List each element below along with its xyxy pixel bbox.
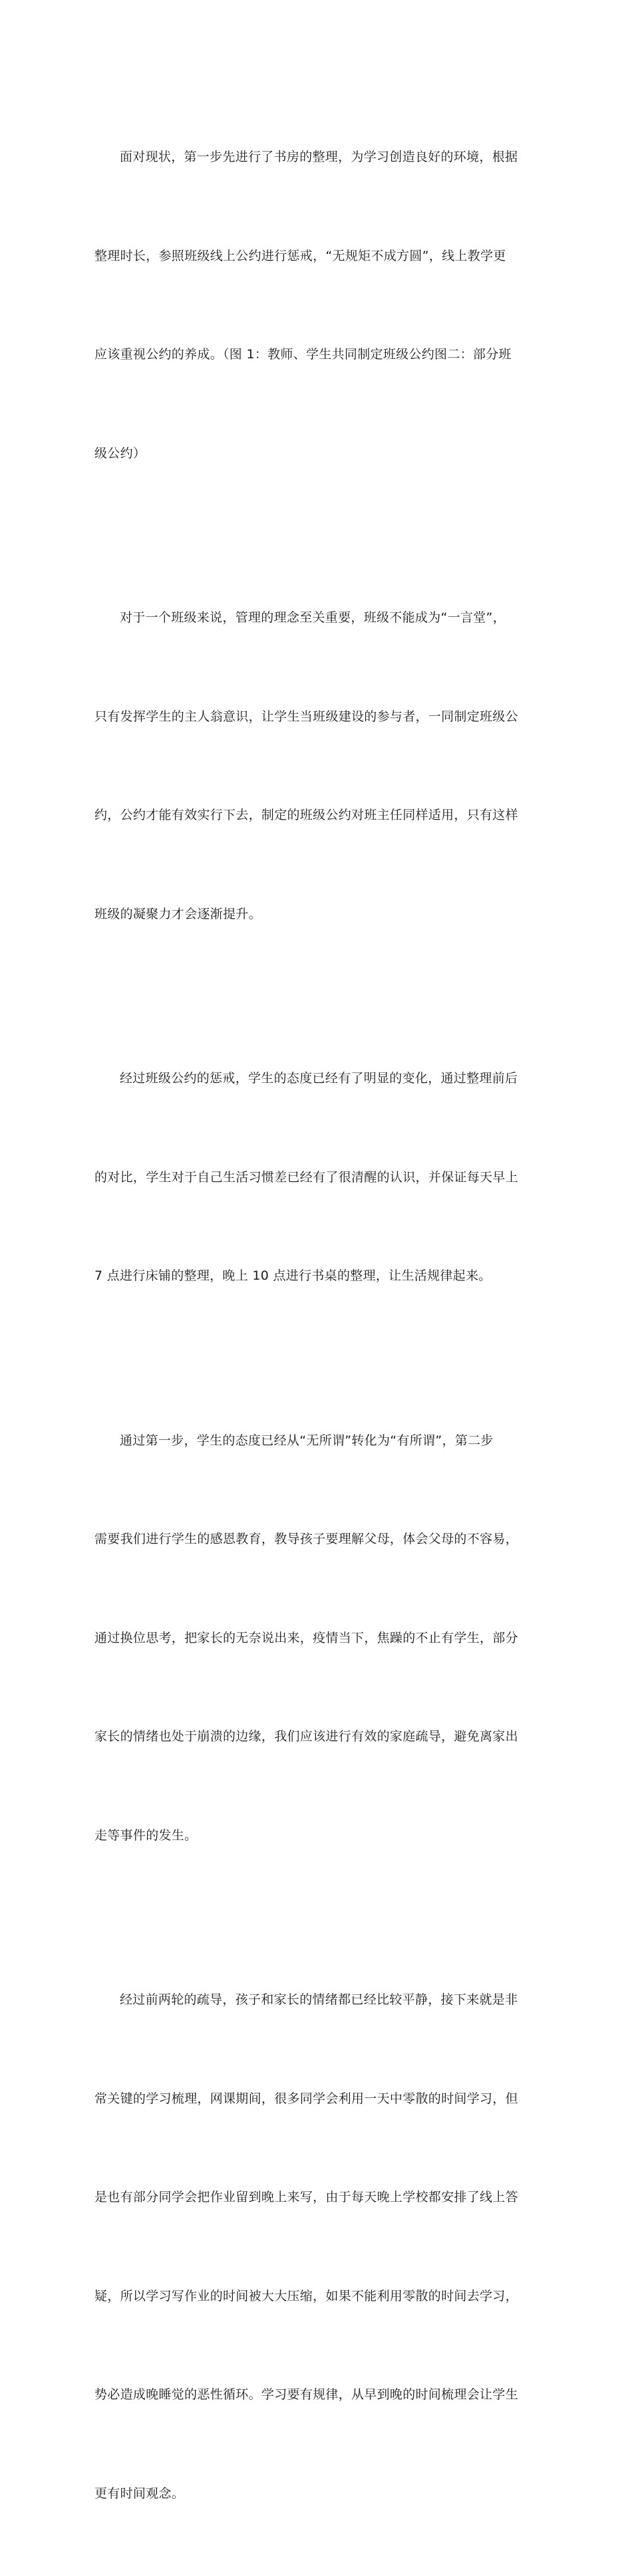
paragraph-line: 面对现状，第一步先进行了书房的整理，为学习创造良好的环境，根据 (120, 150, 518, 164)
paragraph-1 (94, 75, 539, 536)
paragraph-line: 班级的凝聚力才会逐渐提升。 (94, 906, 261, 921)
paragraph-line: 的对比，学生对于自己生活习惯差已经有了很清醒的认识，并保证每天早上 (94, 1169, 518, 1185)
paragraph-line: 应该重视公约的养成。（图 1：教师、学生共同制定班级公约图二：部分班 (94, 347, 512, 362)
paragraph-5 (94, 1918, 539, 2576)
paragraph-line: 势必造成晚睡觉的恶性循环。学习要有规律，从早到晚的时间梳理会让学生 (94, 2387, 518, 2402)
paragraph-line: 7 点进行床铺的整理，晚上 10 点进行书桌的整理，让生活规律起来。 (94, 1268, 492, 1283)
paragraph-line: 是也有部分同学会把作业留到晚上来写，由于每天晚上学校都安排了线上答 (94, 2190, 518, 2204)
paragraph-line: 通过第一步，学生的态度已经从“无所谓”转化为“有所谓”，第二步 (120, 1433, 494, 1448)
paragraph-line: 常关键的学习梳理，网课期间，很多同学会利用一天中零散的时间学习，但 (94, 2091, 518, 2106)
paragraph-line: 经过班级公约的惩戒，学生的态度已经有了明显的变化，通过整理前后 (120, 1071, 518, 1086)
paragraph-line: 疑，所以学习写作业的时间被大大压缩，如果不能利用零散的时间去学习， (94, 2288, 518, 2303)
paragraph-line: 需要我们进行学生的感恩教育，教导孩子要理解父母，体会父母的不容易， (94, 1532, 518, 1546)
paragraph-4 (94, 1359, 539, 1919)
document-body (94, 75, 539, 2576)
paragraph-line: 级公约） (94, 445, 146, 461)
paragraph-line: 家长的情绪也处于崩溃的边缘，我们应该进行有效的家庭疏导，避免离家出 (94, 1729, 518, 1744)
paragraph-2 (94, 536, 539, 996)
paragraph-line: 经过前两轮的疏导，孩子和家长的情绪都已经比较平静，接下来就是非 (120, 1992, 518, 2007)
paragraph-line: 只有发挥学生的主人翁意识，让学生当班级建设的参与者，一同制定班级公 (94, 709, 518, 724)
paragraph-line: 走等事件的发生。 (94, 1827, 198, 1843)
paragraph-line: 对于一个班级来说，管理的理念至关重要，班级不能成为“一言堂”， (120, 610, 506, 625)
paragraph-line: 更有时间观念。 (94, 2486, 185, 2501)
paragraph-3 (94, 996, 539, 1359)
paragraph-line: 通过换位思考，把家长的无奈说出来，疫情当下，焦躁的不止有学生，部分 (94, 1630, 518, 1645)
paragraph-line: 整理时长，参照班级线上公约进行惩戒，“无规矩不成方圆”，线上教学更 (94, 248, 506, 263)
paragraph-line: 约，公约才能有效实行下去，制定的班级公约对班主任同样适用，只有这样 (94, 808, 518, 822)
